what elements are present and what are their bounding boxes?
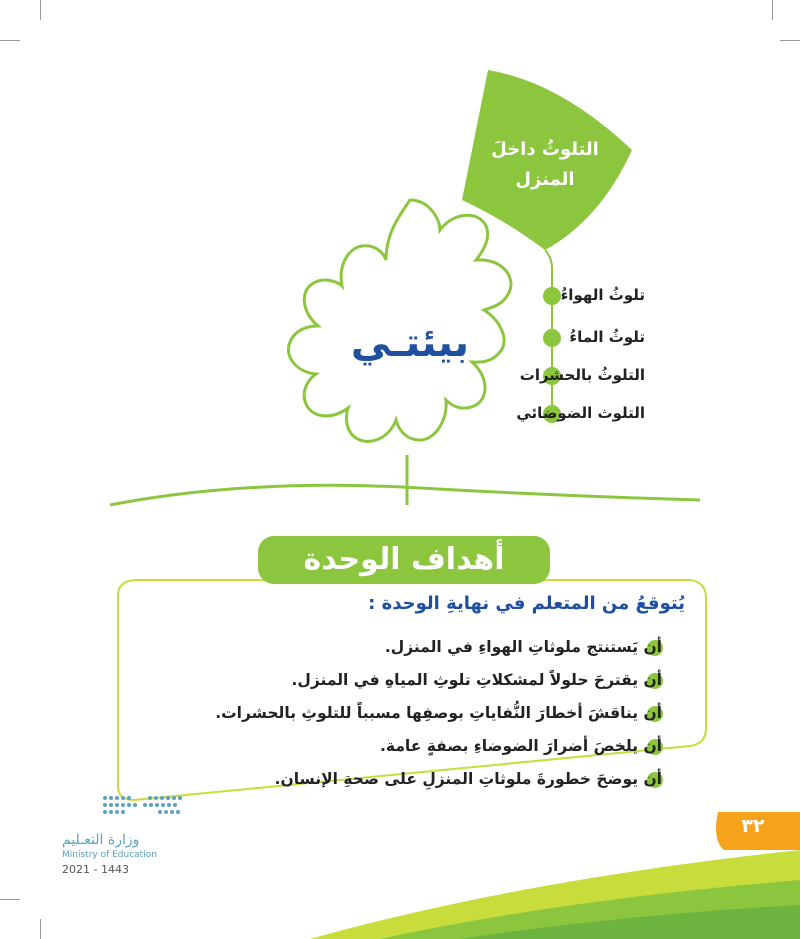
objectives-banner-title: أهداف الوحدة [303,542,505,577]
unit-title-line2: المنزل [515,169,575,190]
flower-title: بيئتـي [350,320,470,366]
topic-insects: التلوثُ بالحشرات [519,366,645,384]
topic-water: تلوثُ الماءُ [569,328,645,346]
page-number: ٣٢ [741,815,765,837]
ministry-name-english: Ministry of Education [62,850,157,860]
objectives-intro: يُتوقعُ من المتعلم في نهايةِ الوحدة : [368,593,685,614]
ministry-year: 2021 - 1443 [62,863,129,876]
unit-title [470,135,620,195]
objective-item: أن يقترحَ حلولاً لمشكلاتِ تلوثِ المياهِ في المنزل. [291,671,662,689]
objective-item: أن يَستنتج ملوثاتِ الهواءِ في المنزل. [384,638,662,656]
objective-item: أن يلخصَ أضرارَ الضوضاءِ بصفةٍ عامة. [380,737,662,755]
ground-curve [110,485,700,505]
unit-title-line1: التلوثُ داخلَ [491,139,599,160]
topic-bullet-icon [543,287,561,305]
objective-item: أن يناقشَ أخطارَ النُّفاياتِ بوصفِها مسبباً للتلوثِ بالحشرات. [215,704,662,722]
objective-item: أن يوضحَ خطورةَ ملوثاتِ المنزلِ على صحةِ الإنسان. [274,770,662,788]
topic-bullet-icon [543,329,561,347]
topic-air: تلوثُ الهواءُ [560,286,645,304]
ministry-name-arabic: وزارة التعـليم [62,832,140,848]
topic-noise: التلوث الضوضائي [516,404,645,422]
